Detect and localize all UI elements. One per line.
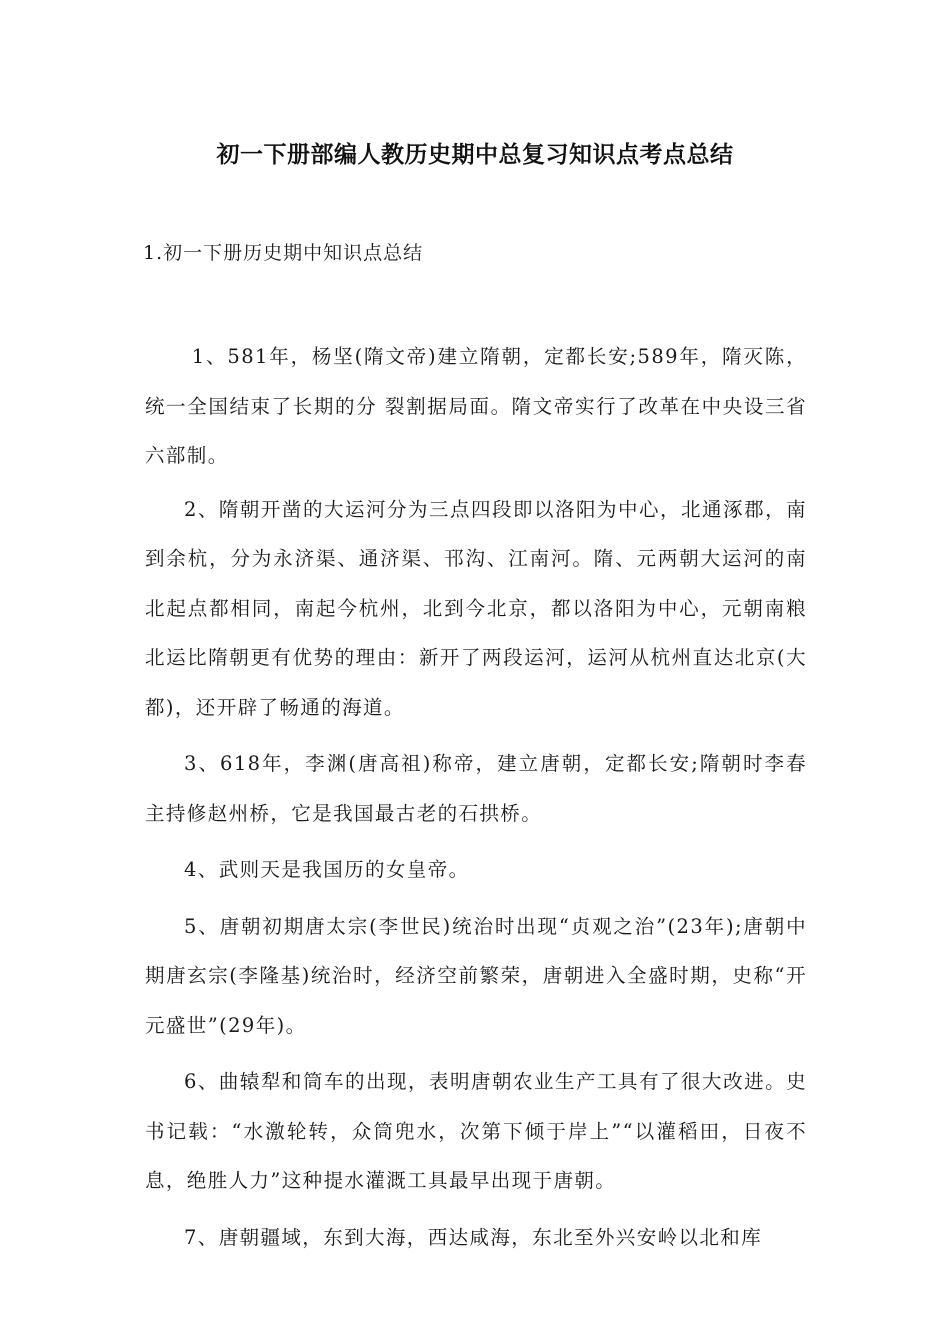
paragraph-3: 3、618年，李渊(唐高祖)称帝，建立唐朝，定都长安;隋朝时李春主持修赵州桥，它是我国最古老的石拱桥。 [145,752,807,825]
paragraph-6: 6、曲辕犁和筒车的出现，表明唐朝农业生产工具有了很大改进。史书记载：“水激轮转，众筒兜水，次第下倾于岸上”“以灌稻田，日夜不息，绝胜人力”这种提水灌溉工具最早出现于唐朝。 [145,1070,807,1192]
paragraph-1: 1、581年，杨坚(隋文帝)建立隋朝，定都长安;589年，隋灭陈，统一全国结束了长期的分 裂割据局面。隋文帝实行了改革在中央设三省六部制。 [145,345,807,467]
document-title: 初一下册部编人教历史期中总复习知识点考点总结 [216,142,734,168]
paragraph-4: 4、武则天是我国历的女皇帝。 [184,858,470,881]
paragraph-2: 2、隋朝开凿的大运河分为三点四段即以洛阳为中心，北通涿郡，南到余杭，分为永济渠、通济渠、邗沟、江南河。隋、元两朝大运河的南北起点都相同，南起今杭州，北到今北京，都以洛阳为中心，元朝南粮北运比隋朝更有优势的理由：新开了两段运河，运河从杭州直达北京(大都)，还开辟了畅通的海道。 [145,497,807,719]
paragraph-5: 5、唐朝初期唐太宗(李世民)统治时出现“贞观之治”(23年);唐朝中期唐玄宗(李隆基)统治时，经济空前繁荣，唐朝进入全盛时期，史称“开元盛世”(29年)。 [145,914,807,1037]
paragraph-7: 7、唐朝疆域，东到大海，西达咸海，东北至外兴安岭以北和库 [184,1225,763,1249]
section-heading: 1.初一下册历史期中知识点总结 [143,242,424,264]
document-body [145,332,807,1269]
